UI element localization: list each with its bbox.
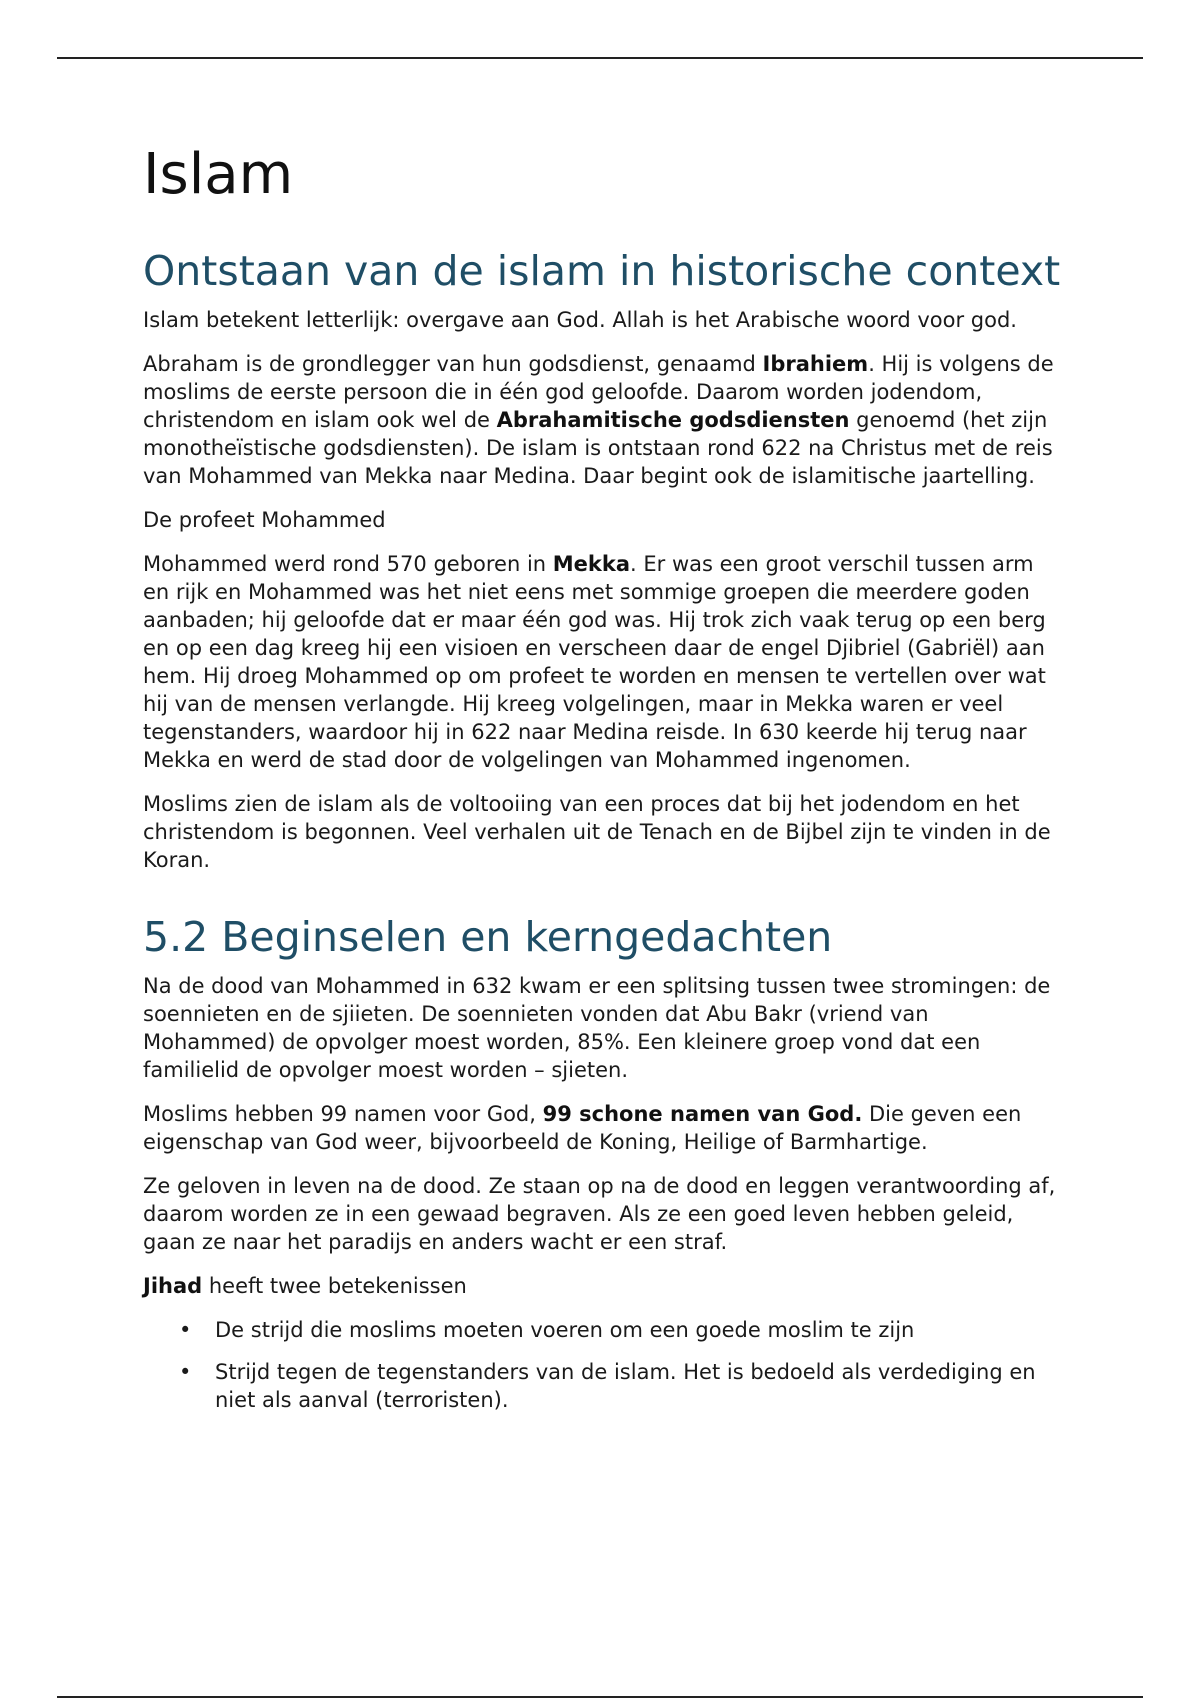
text-run: Die geven een eigenschap van God weer, bijvoorbeeld de Koning, Heilige of Barmhartige.: [143, 1102, 1022, 1154]
paragraph-afterlife: Ze geloven in leven na de dood. Ze staan op na de dood en leggen verantwoording af, daarom worden ze in een gewaad begraven. Als ze een goed leven hebben geleid, gaan ze naar het paradijs en anders wacht er een straf.: [143, 1174, 1056, 1254]
text-run: Moslims hebben 99 namen voor God,: [143, 1102, 543, 1126]
paragraph-split: Na de dood van Mohammed in 632 kwam er een splitsing tussen twee stromingen: de soennieten en de sjiieten. De soennieten vonden dat Abu Bakr (vriend van Mohammed) de opvolger moest worden, 85%. Een kleinere groep vond dat een familielid de opvolger moest worden – sjieten.: [143, 974, 1051, 1082]
paragraph-abraham: [143, 350, 1063, 490]
top-rule: [57, 57, 1143, 59]
paragraph-mohammed: [143, 550, 1063, 774]
bullet-icon: •: [179, 1318, 192, 1342]
paragraph-meaning: Islam betekent letterlijk: overgave aan God. Allah is het Arabische woord voor god.: [143, 308, 1017, 332]
bold-term-ibrahiem: Ibrahiem: [762, 352, 869, 376]
bold-term-mekka: Mekka: [552, 552, 631, 576]
jihad-meanings-list: [143, 1316, 1063, 1414]
bold-term-jihad: Jihad: [143, 1274, 203, 1298]
bullet-icon: •: [179, 1360, 192, 1384]
text-run: . Er was een groot verschil tussen arm en rijk en Mohammed was het niet eens met sommige groepen die meerdere goden aanbaden; hij geloofde dat er maar één god was. Hij trok zich vaak terug op een berg en op een dag kreeg hij een visioen en verscheen daar de engel Djibriel (Gabriël) aan hem. Hij droeg Mohammed op om profeet te worden en mensen te vertellen over wat hij van de mensen verlangde. Hij kreeg volgelingen, maar in Mekka waren er veel tegenstanders, waardoor hij in 622 naar Medina reisde. In 630 keerde hij terug naar Mekka en werd de stad door de volgelingen van Mohammed ingenomen.: [143, 552, 1046, 772]
paragraph-99-names: [143, 1100, 1063, 1156]
page-title: Islam: [143, 142, 294, 207]
list-item: [179, 1358, 1063, 1414]
text-run: heeft twee betekenissen: [202, 1274, 467, 1298]
paragraph-completion: Moslims zien de islam als de voltooiing van een proces dat bij het jodendom en het christendom is begonnen. Veel verhalen uit de Tenach en de Bijbel zijn te vinden in de Koran.: [143, 792, 1051, 872]
bottom-rule: [57, 1696, 1143, 1698]
list-item: [179, 1316, 1063, 1344]
text-run: Abraham is de grondlegger van hun godsdienst, genaamd: [143, 352, 763, 376]
section-heading-principles: 5.2 Beginselen en kerngedachten: [143, 913, 833, 961]
text-run: genoemd (het zijn monotheïstische godsdiensten). De islam is ontstaan rond 622 na Christus met de reis van Mohammed van Mekka naar Medina. Daar begint ook de islamitische jaartelling.: [143, 408, 1053, 488]
text-run: Mohammed werd rond 570 geboren in: [143, 552, 553, 576]
bold-term-99-names: 99 schone namen van God.: [542, 1102, 863, 1126]
list-item-text: De strijd die moslims moeten voeren om een goede moslim te zijn: [215, 1318, 915, 1342]
document-body: [143, 140, 1063, 1428]
text-run: . Hij is volgens de moslims de eerste persoon die in één god geloofde. Daarom worden jodendom, christendom en islam ook wel de: [143, 352, 1054, 432]
list-item-text: Strijd tegen de tegenstanders van de islam. Het is bedoeld als verdediging en niet als aanval (terroristen).: [215, 1360, 1036, 1412]
paragraph-subheading-prophet: De profeet Mohammed: [143, 508, 386, 532]
section-heading-origin: Ontstaan van de islam in historische context: [143, 247, 1061, 295]
bold-term-abrahamitische: Abrahamitische godsdiensten: [496, 408, 850, 432]
paragraph-jihad: [143, 1272, 1063, 1300]
